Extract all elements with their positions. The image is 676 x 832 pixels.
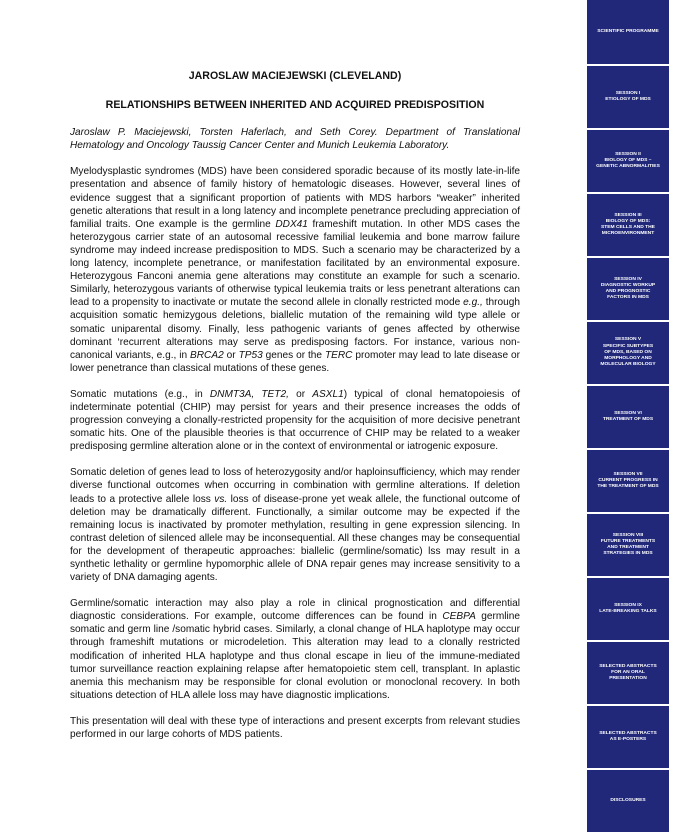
paragraph-text: loss of disease-prone yet weak allele, the functional outcome of deletion may be dramatically different. Functionally, a similar outcome may be expected if the remaining locus is inactivated by promoter methylation, resulting in gene expression silencing. In contrast deletion of silenced allele may be inconsequential. All these changes may be consequential for the development of therapeutic approaches: biallelic (germline/somatic) lss may result in a synthetic lethality or germline hypomorphic allele of DNA repair genes may increase sensitivity to a variety of DNA damaging agents. (70, 493, 520, 584)
abstract-paragraph (70, 715, 520, 741)
nav-item-label-line: GENETIC ABNORMALITIES (596, 164, 660, 170)
nav-item-label (603, 411, 653, 423)
nav-item-label (610, 798, 645, 804)
nav-item-label-line: LATE-BREAKING TALKS (599, 609, 657, 614)
nav-item-label-line: SPECIFIC SUBTYPES (602, 343, 654, 349)
nav-item-label (600, 337, 655, 368)
nav-item-label-line: MOLECULAR BIOLOGY (600, 362, 656, 368)
abstract-paragraph (70, 597, 520, 702)
paragraph-text: germline somatic and germ line /somatic hybrid cases. Similarly, a clonal change of HLA haplotype may occur through frameshift mutations or microdeletion. This alteration may lead to a clonally restricted modification of inherited HLA haplotype and thus clonal escape in lieu of the immune-mediated tumor surveillance reaction explaining relapse after hematopoietic stem cell, transplant. In aplastic anemia this mechanism may be responsible for clonal evolution or monoclonal recovery. In both situations detection of HLA allele loss may have diagnostic implications. (70, 611, 520, 701)
paragraph-text: This presentation will deal with these type of interactions and present excerpts from relevant studies performed in our large cohorts of MDS patients. (70, 715, 520, 741)
nav-item-label-line: SESSION IX (614, 602, 642, 608)
paragraph-text: or (288, 388, 313, 400)
nav-item-label-line: AND TREATMENT (607, 545, 649, 550)
nav-item-label (599, 603, 656, 615)
nav-item-label-line: SESSION VI (614, 410, 642, 416)
nav-item-label-line: THE TREATMENT OF MDS (597, 484, 659, 490)
nav-item-label-line: AS E-POSTERS (609, 737, 647, 742)
nav-item-session-vi[interactable] (587, 386, 669, 448)
nav-item-label-line: SESSION I (615, 90, 641, 96)
italic-term: TP53 (238, 349, 263, 361)
nav-item-session-i[interactable] (587, 66, 669, 128)
nav-item-label-line: SESSION III (614, 212, 642, 218)
nav-item-label (597, 472, 658, 491)
nav-item-session-ix[interactable] (587, 578, 669, 640)
nav-item-label-line: CURRENT PROGRESS IN (598, 477, 658, 483)
nav-item-label-line: SESSION VII (613, 471, 643, 477)
italic-term: TERC (324, 349, 353, 361)
nav-item-label-line: SESSION II (615, 151, 641, 157)
paragraph-text: Somatic deletion of genes lead to loss of heterozygosity and/or haploinsufficiency, which may render diverse functional outcomes when occurring in combination with germline alterations. If deletion leads to a protective allele loss (70, 467, 520, 505)
abstract-title: RELATIONSHIPS BETWEEN INHERITED AND ACQUIRED PREDISPOSITION (105, 99, 485, 112)
nav-item-session-ii[interactable] (587, 130, 669, 192)
abstract-paragraphs (70, 165, 520, 741)
nav-item-label (599, 664, 656, 683)
paragraph-text: or (223, 349, 239, 361)
nav-item-label-line: SESSION IV (614, 276, 642, 282)
nav-item-disclosures[interactable] (587, 770, 669, 832)
abstract-paragraph (70, 388, 520, 453)
speaker-heading: JAROSLAW MACIEJEWSKI (CLEVELAND) (188, 70, 402, 82)
italic-term: DDX41 (275, 218, 308, 230)
nav-item-label-line: STEM CELLS AND THE (601, 225, 655, 230)
italic-term: DNMT3A, TET2, (209, 388, 289, 400)
nav-item-session-iii[interactable] (587, 194, 669, 256)
nav-item-selected-abstracts-eposters[interactable] (587, 706, 669, 768)
italic-term: BRCA2 (190, 349, 224, 361)
nav-item-label (605, 91, 651, 103)
italic-term: e.g., (463, 297, 483, 309)
nav-item-label-line: MORPHOLOGY AND (604, 356, 652, 362)
nav-item-session-viii[interactable] (587, 514, 669, 576)
nav-item-label-line: PRESENTATION (609, 676, 647, 682)
nav-item-label-line: AND PROGNOSTIC (605, 289, 651, 294)
nav-item-label-line: FOR AN ORAL (611, 669, 645, 675)
italic-term: ASXL1 (312, 388, 344, 400)
paragraph-text: Somatic mutations (e.g., in (70, 388, 210, 400)
nav-item-label-line: BIOLOGY OF MDS: (605, 218, 651, 224)
nav-item-label (596, 152, 660, 171)
nav-item-label-line: BIOLOGY OF MDS – (604, 157, 652, 163)
nav-item-session-iv[interactable] (587, 258, 669, 320)
nav-item-label-line: STRATEGIES IN MDS (603, 551, 653, 557)
nav-item-label-line: ETIOLOGY OF MDS (605, 97, 651, 102)
nav-item-label (597, 29, 658, 35)
nav-item-label-line: TREATMENT OF MDS (602, 417, 654, 422)
nav-item-session-v[interactable] (587, 322, 669, 384)
nav-item-label-line: SESSION V (614, 337, 642, 343)
abstract-paragraph (70, 466, 520, 584)
paragraph-text: frameshift mutation. In other MDS cases the heterozygous carrier state of an autosomal recessive familial leukemia and bone marrow failure syndrome may indeed increase predisposition to MDS. Such a scenario may be characterized by a long latency, incomplete penetrance, or manifestation facilitated by an environmental exposure. Heterozygous Fanconi anemia gene alterations may constitute an example for such a scenario. Similarly, heterozygous variants of otherwise typical leukemia traits or less penetrant alterations can lead to a propensity to inactivate or mutate the second allele in clonally restricted mode (70, 218, 520, 309)
nav-item-label-line: DISCLOSURES (610, 797, 646, 803)
nav-item-label (601, 533, 655, 558)
nav-item-label-line: SCIENTIFIC PROGRAMME (597, 28, 659, 34)
nav-item-label-line: DIAGNOSTIC WORKUP (600, 282, 656, 288)
nav-item-label-line: SESSION VIII (612, 532, 644, 538)
paragraph-text: through acquisition somatic hemizygous deletions, biallelic mutation of the remaining wild type allele or somatic uniparental disomy. Finally, less pathogenic variants of genes affected by otherwise dominant ‘recurrent alterations may serve as predisposing factors. For instance, various non-canonical variants, e.g., in (70, 297, 520, 361)
nav-item-selected-abstracts-oral[interactable] (587, 642, 669, 704)
nav-item-label (601, 213, 655, 238)
session-navigation (587, 0, 669, 832)
nav-item-label-line: SELECTED ABSTRACTS (599, 663, 657, 669)
nav-item-session-vii[interactable] (587, 450, 669, 512)
document-body (70, 70, 520, 754)
nav-item-label-line: OF MDS, BASED ON (604, 349, 652, 355)
italic-term: CEBPA (442, 611, 476, 623)
nav-item-label-line: MICROENVIRONMENT (601, 231, 655, 237)
paragraph-text: genes or the (262, 349, 325, 361)
nav-item-label (601, 277, 655, 302)
abstract-paragraph (70, 165, 520, 375)
nav-item-label-line: FACTORS IN MDS (607, 295, 649, 301)
italic-term: vs. (214, 493, 228, 505)
paragraph-text: promoter may lead to late disease or lower penetrance than classical mutations of these genes. (70, 349, 520, 374)
paragraph-text: Germline/somatic interaction may also play a role in clinical prognostication and differential diagnostic considerations. For example, outcome differences can be found in (70, 598, 520, 623)
nav-item-scientific-programme[interactable] (587, 0, 669, 64)
nav-item-label (599, 731, 656, 743)
nav-item-label-line: SELECTED ABSTRACTS (599, 730, 657, 736)
author-affiliation: Jaroslaw P. Maciejewski, Torsten Haferlach, and Seth Corey. Department of Translational Hematology and Oncology Taussig Cancer Center and Munich Leukemia Laboratory. (70, 127, 520, 152)
nav-item-label-line: FUTURE TREATMENTS (600, 538, 656, 544)
paragraph-text: ) typical of clonal hematopoiesis of indeterminate potential (CHIP) may persist for years and their presence increases the odds of progression conveying a clonally-restricted propensity for the acquisition of more decisive penetrant somatic hits. One of the plausible theories is that occurrence of CHIP may be related to a weaker predisposing germline alteration alone or in the context of environmental or iatrogenic exposure. (70, 388, 520, 453)
paragraph-text: Myelodysplastic syndromes (MDS) have been considered sporadic because of its mostly late-in-life presentation and absence of family history of hematologic diseases. However, several lines of evidence suggest that a significant proportion of patients with MDS harbors “weaker” inherited genetic alterations that result in a long latency and incomplete penetrance precluding appreciation of familial traits. One example is the germline (70, 166, 520, 230)
